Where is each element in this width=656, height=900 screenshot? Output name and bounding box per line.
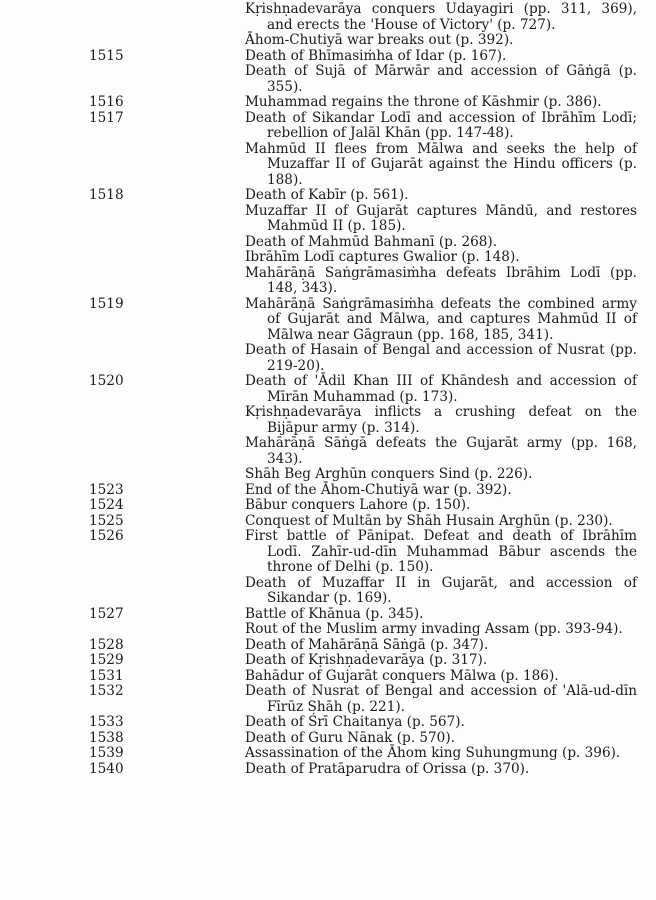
entry-year: 1516 (89, 94, 124, 110)
entry-year: 1524 (89, 497, 124, 513)
chronology-entry (0, 762, 656, 778)
entry-text: Bahādur of Gujarāt conquers Mālwa (p. 186). (245, 667, 559, 684)
entry-text: Mahārāṇā Saṅgrāmasiṁha defeats Ibrāhim Lodī (pp. 148, 343). (245, 264, 637, 296)
entry-text: Rout of the Muslim army invading Assam (pp. 393-94). (245, 621, 623, 637)
entry-year: 1533 (89, 714, 124, 730)
entry-text: Kṛishṇadevarāya conquers Udayagiri (pp. 311, 369), and erects the 'House of Victory' (p. 727). (245, 1, 637, 33)
chronology-entry (0, 250, 656, 266)
entry-text: Death of 'Ādil Khan III of Khāndesh and accession of Mīrān Muhammad (p. 173). (245, 373, 637, 405)
chronology-entry (0, 653, 656, 669)
chronology-entry (0, 529, 656, 576)
entry-text: Muzaffar II of Gujarāt captures Māndū, and restores Mahmūd II (p. 185). (245, 202, 637, 234)
entry-text: Mahmūd II flees from Mālwa and seeks the help of Muzaffar II of Gujarāt against the Hindu officers (p. 188). (245, 140, 637, 188)
entry-text: Mahārāṇā Sāṅgā defeats the Gujarāt army (pp. 168, 343). (245, 435, 637, 467)
chronology-entry (0, 374, 656, 405)
entry-year: 1538 (89, 729, 124, 746)
entry-text: Death of Sikandar Lodī and accession of Ibrāhīm Lodī; rebellion of Jalāl Khān (pp. 147-48). (245, 109, 637, 141)
entry-text: Assassination of the Āhom king Suhungmung (p. 396). (245, 745, 621, 761)
chronology-entry (0, 731, 656, 747)
chronology-entry (0, 95, 656, 111)
entry-year: 1523 (89, 481, 124, 498)
entry-text: Death of Mahmūd Bahmanī (p. 268). (245, 233, 498, 250)
chronology-entry (0, 405, 656, 436)
entry-text: Battle of Khānua (p. 345). (245, 605, 424, 622)
chronology-entry (0, 715, 656, 731)
entry-text: Death of Hasain of Bengal and accession of Nusrat (pp. 219-20). (245, 342, 637, 374)
chronology-entry (0, 669, 656, 685)
chronology-list (0, 2, 656, 777)
entry-year: 1518 (89, 187, 124, 203)
entry-text: End of the Āhom-Chutiyā war (p. 392). (245, 481, 512, 498)
entry-year: 1539 (89, 745, 124, 761)
entry-text: Death of Nusrat of Bengal and accession of 'Alā-ud-dīn Fīrūz Shāh (p. 221). (245, 683, 637, 715)
chronology-entry (0, 498, 656, 514)
chronology-entry (0, 607, 656, 623)
entry-text: Conquest of Multān by Shāh Husain Arghūn (p. 230). (245, 512, 613, 529)
entry-text: First battle of Pānipat. Defeat and death of Ibrāhīm Lodī. Zahīr-ud-dīn Muhammad Bābur ascends the throne of Delhi (p. 150). (245, 528, 637, 575)
entry-text: Shāh Beg Arghūn conquers Sind (p. 226). (245, 466, 533, 482)
chronology-entry (0, 142, 656, 189)
entry-text: Kṛishṇadevarāya inflicts a crushing defeat on the Bijāpur army (p. 314). (245, 404, 637, 436)
entry-year: 1520 (89, 373, 124, 389)
entry-text: Muhammad regains the throne of Kāshmir (p. 386). (245, 94, 602, 110)
entry-year: 1529 (89, 652, 124, 668)
entry-year: 1528 (89, 636, 124, 653)
chronology-entry (0, 235, 656, 251)
entry-year: 1526 (89, 528, 124, 544)
entry-text: Death of Sujā of Mārwār and accession of Gāṅgā (p. 355). (245, 63, 637, 95)
chronology-entry (0, 188, 656, 204)
entry-text: Bābur conquers Lahore (p. 150). (245, 497, 471, 513)
entry-text: Death of Kṛishṇadevarāya (p. 317). (245, 652, 488, 668)
chronology-entry (0, 684, 656, 715)
chronology-entry (0, 638, 656, 654)
entry-year: 1515 (89, 47, 124, 64)
chronology-entry (0, 576, 656, 607)
chronology-entry (0, 343, 656, 374)
chronology-entry (0, 111, 656, 142)
chronology-entry (0, 204, 656, 235)
entry-year: 1527 (89, 605, 124, 622)
entry-year: 1531 (89, 667, 124, 684)
chronology-entry (0, 514, 656, 530)
chronology-entry (0, 483, 656, 499)
chronology-entry (0, 49, 656, 65)
chronology-entry (0, 436, 656, 467)
entry-text: Ibrāhīm Lodī captures Gwalior (p. 148). (245, 249, 520, 265)
entry-year: 1519 (89, 295, 124, 312)
chronology-entry (0, 33, 656, 49)
entry-text: Death of Śrī Chaitanya (p. 567). (245, 714, 465, 730)
entry-year: 1525 (89, 512, 124, 529)
entry-text: Death of Guru Nānak (p. 570). (245, 729, 455, 746)
chronology-entry (0, 2, 656, 33)
entry-text: Death of Kabīr (p. 561). (245, 187, 409, 203)
chronology-entry (0, 467, 656, 483)
chronology-entry (0, 746, 656, 762)
chronology-entry (0, 266, 656, 297)
entry-text: Death of Muzaffar II in Gujarāt, and accession of Sikandar (p. 169). (245, 574, 637, 606)
entry-text: Mahārāṇā Saṅgrāmasiṁha defeats the combined army of Gujarāt and Mālwa, and captures Mahmūd II of Mālwa near Gāgraun (pp. 168, 185, 341). (245, 295, 637, 343)
entry-year: 1517 (89, 109, 124, 126)
chronology-entry (0, 64, 656, 95)
chronology-entry (0, 622, 656, 638)
entry-text: Death of Pratāparudra of Orissa (p. 370). (245, 760, 530, 777)
entry-text: Āhom-Chutiyā war breaks out (p. 392). (245, 32, 514, 48)
entry-text: Death of Bhīmasiṁha of Idar (p. 167). (245, 47, 507, 64)
chronology-entry (0, 297, 656, 344)
entry-year: 1532 (89, 683, 124, 699)
entry-year: 1540 (89, 760, 124, 777)
entry-text: Death of Mahārāṇā Sāṅgā (p. 347). (245, 636, 489, 653)
